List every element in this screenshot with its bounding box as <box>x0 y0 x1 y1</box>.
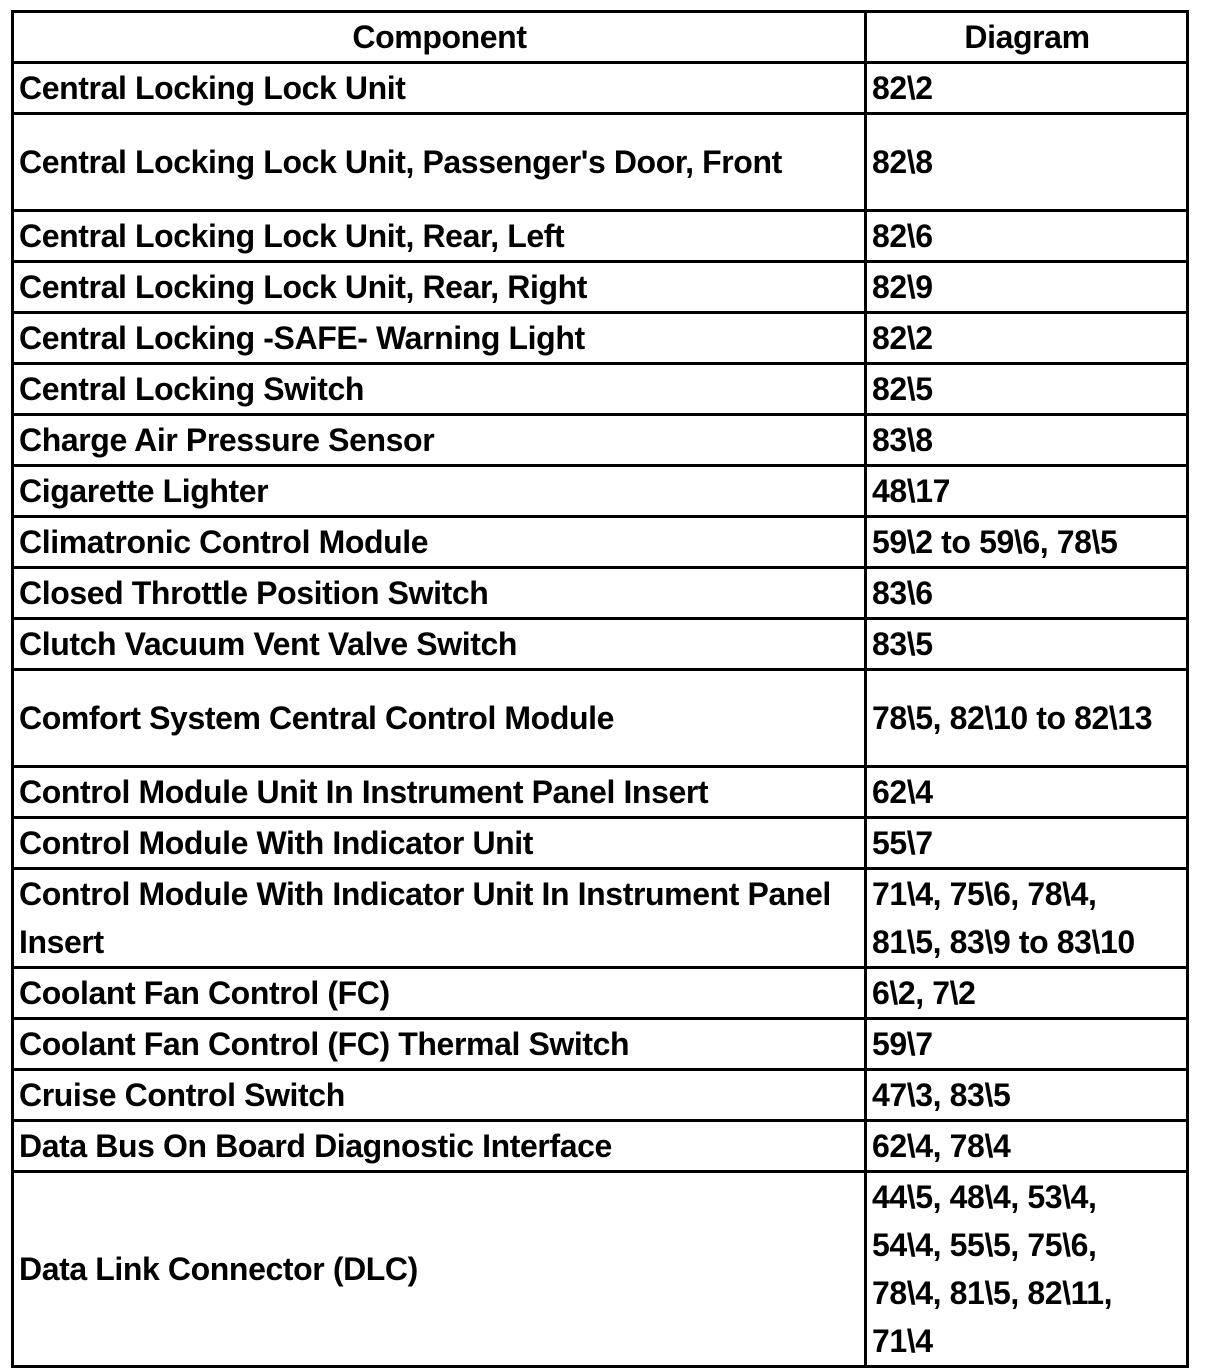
diagram-cell: 82\9 <box>866 262 1188 313</box>
table-row <box>13 1121 1188 1172</box>
table-row <box>13 619 1188 670</box>
component-cell: Central Locking Switch <box>13 364 866 415</box>
column-header-diagram: Diagram <box>866 12 1188 63</box>
table-row <box>13 211 1188 262</box>
table-row <box>13 415 1188 466</box>
component-cell: Data Bus On Board Diagnostic Interface <box>13 1121 866 1172</box>
diagram-cell: 55\7 <box>866 818 1188 869</box>
diagram-cell: 82\6 <box>866 211 1188 262</box>
table-row <box>13 968 1188 1019</box>
diagram-cell: 82\8 <box>866 114 1188 211</box>
component-cell: Data Link Connector (DLC) <box>13 1172 866 1367</box>
table-row <box>13 670 1188 767</box>
component-cell: Climatronic Control Module <box>13 517 866 568</box>
component-cell: Coolant Fan Control (FC) <box>13 968 866 1019</box>
diagram-cell: 78\5, 82\10 to 82\13 <box>866 670 1188 767</box>
diagram-cell: 83\6 <box>866 568 1188 619</box>
diagram-cell: 71\4, 75\6, 78\4, 81\5, 83\9 to 83\10 <box>866 869 1188 968</box>
diagram-cell: 44\5, 48\4, 53\4, 54\4, 55\5, 75\6, 78\4, 81\5, 82\11, 71\4 <box>866 1172 1188 1367</box>
column-header-component: Component <box>13 12 866 63</box>
component-cell: Central Locking Lock Unit, Passenger's Door, Front <box>13 114 866 211</box>
diagram-cell: 62\4, 78\4 <box>866 1121 1188 1172</box>
component-cell: Control Module Unit In Instrument Panel Insert <box>13 767 866 818</box>
table-row <box>13 63 1188 114</box>
diagram-cell: 82\5 <box>866 364 1188 415</box>
component-cell: Charge Air Pressure Sensor <box>13 415 866 466</box>
table-row <box>13 869 1188 968</box>
table-row <box>13 1070 1188 1121</box>
component-diagram-table <box>11 10 1189 1368</box>
diagram-cell: 59\2 to 59\6, 78\5 <box>866 517 1188 568</box>
component-cell: Central Locking -SAFE- Warning Light <box>13 313 866 364</box>
component-cell: Central Locking Lock Unit, Rear, Left <box>13 211 866 262</box>
table-row <box>13 1019 1188 1070</box>
diagram-cell: 82\2 <box>866 313 1188 364</box>
table-row <box>13 818 1188 869</box>
table-row <box>13 568 1188 619</box>
table-row <box>13 1172 1188 1367</box>
table-row <box>13 313 1188 364</box>
component-cell: Cruise Control Switch <box>13 1070 866 1121</box>
table-row <box>13 466 1188 517</box>
diagram-cell: 6\2, 7\2 <box>866 968 1188 1019</box>
diagram-cell: 83\5 <box>866 619 1188 670</box>
table-row <box>13 767 1188 818</box>
component-cell: Comfort System Central Control Module <box>13 670 866 767</box>
diagram-cell: 59\7 <box>866 1019 1188 1070</box>
component-cell: Cigarette Lighter <box>13 466 866 517</box>
component-cell: Control Module With Indicator Unit <box>13 818 866 869</box>
diagram-cell: 48\17 <box>866 466 1188 517</box>
diagram-cell: 62\4 <box>866 767 1188 818</box>
component-cell: Central Locking Lock Unit <box>13 63 866 114</box>
component-cell: Clutch Vacuum Vent Valve Switch <box>13 619 866 670</box>
component-diagram-table-container <box>11 10 1186 1368</box>
component-cell: Central Locking Lock Unit, Rear, Right <box>13 262 866 313</box>
table-row <box>13 114 1188 211</box>
table-row <box>13 364 1188 415</box>
table-row <box>13 262 1188 313</box>
table-row <box>13 517 1188 568</box>
diagram-cell: 82\2 <box>866 63 1188 114</box>
component-cell: Coolant Fan Control (FC) Thermal Switch <box>13 1019 866 1070</box>
table-header-row <box>13 12 1188 63</box>
diagram-cell: 47\3, 83\5 <box>866 1070 1188 1121</box>
component-cell: Closed Throttle Position Switch <box>13 568 866 619</box>
component-cell: Control Module With Indicator Unit In Instrument Panel Insert <box>13 869 866 968</box>
diagram-cell: 83\8 <box>866 415 1188 466</box>
